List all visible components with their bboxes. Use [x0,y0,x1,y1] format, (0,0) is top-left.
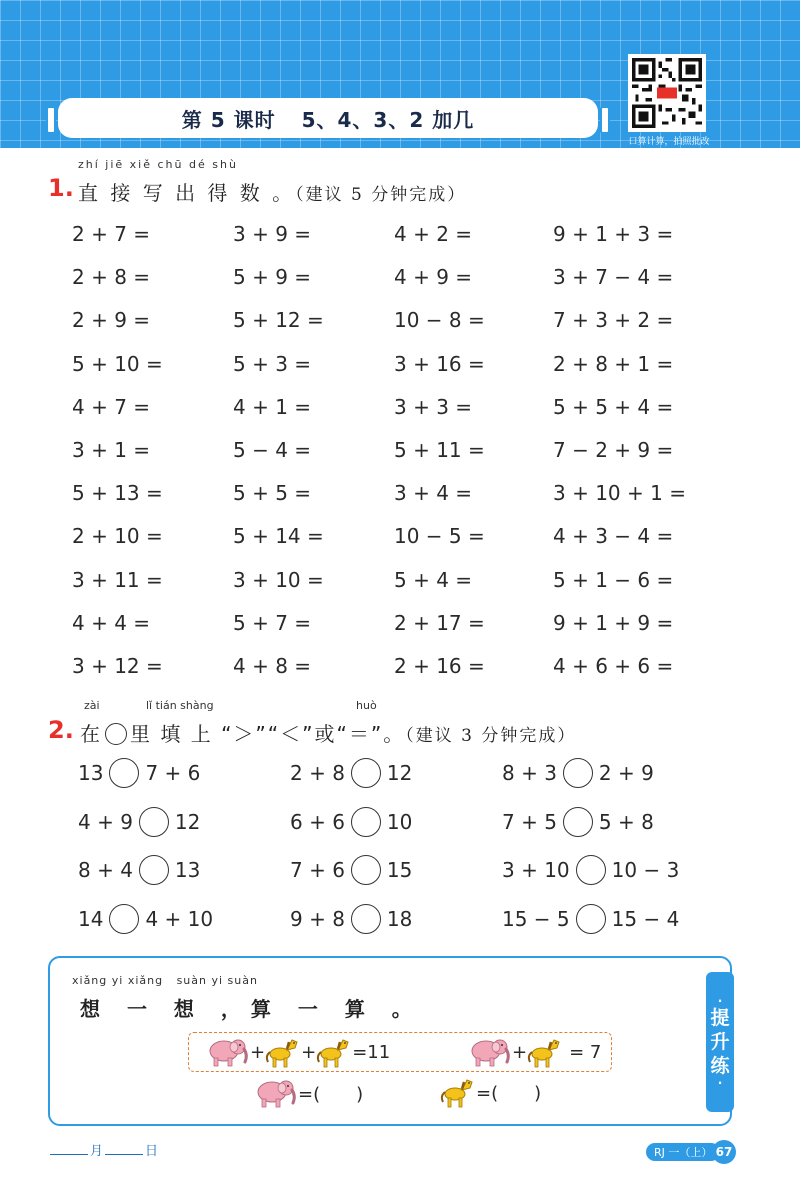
arithmetic-item: 2 + 16 = [394,654,485,678]
horse-answer-blank[interactable]: =( ) [476,1083,542,1104]
arithmetic-item: 5 + 9 = [233,265,312,290]
side-tab-tisheng: · 提 升 练 · [706,972,734,1112]
comparison-item [290,758,412,788]
comparison-left: 2 + 8 [290,761,345,785]
elephant-answer [252,1076,363,1110]
comparison-right: 15 − 4 [611,907,680,932]
answer-circle[interactable] [563,807,593,837]
horse-icon [527,1034,563,1070]
arithmetic-item: 4 + 4 = [72,610,151,635]
arithmetic-item: 2 + 17 = [394,610,485,635]
comparison-item [290,855,412,885]
arithmetic-item: 3 + 4 = [394,481,473,506]
arithmetic-item: 3 + 9 = [233,222,312,246]
comparison-right: 7 + 6 [145,761,201,785]
day-label: 日 [145,1144,159,1159]
answer-circle[interactable] [351,904,381,934]
elephant-icon [466,1035,512,1069]
date-field [48,1140,158,1159]
lesson-title [58,98,598,138]
arithmetic-item: 7 − 2 + 9 = [553,438,674,462]
comparison-right: 12 [386,761,413,785]
qr-code-icon[interactable] [628,54,706,132]
section1-pinyin: zhí jiē xiě chū dé shù [78,158,238,171]
arithmetic-item: 3 + 16 = [394,351,485,376]
arithmetic-item: 3 + 10 = [233,567,324,592]
comparison-left: 7 + 5 [502,809,557,834]
arithmetic-item: 5 + 11 = [394,438,485,462]
comparison-left: 13 [78,761,104,785]
arithmetic-item: 4 + 3 − 4 = [553,524,674,549]
comparison-left: 7 + 6 [290,858,345,883]
answer-circle[interactable] [109,904,139,934]
elephant-icon [252,1076,298,1110]
side-tab-char: 提 [710,1007,730,1029]
arithmetic-item: 3 + 11 = [72,567,163,592]
arithmetic-item: 9 + 1 + 9 = [553,610,674,635]
elephant-answer-blank[interactable]: =( ) [298,1084,364,1105]
comparison-item [502,855,679,885]
arithmetic-item: 3 + 1 = [72,438,151,462]
arithmetic-item: 4 + 2 = [394,222,473,246]
lesson-label: 第 5 课时 [181,107,276,132]
comparison-left: 4 + 9 [78,809,133,834]
arithmetic-item: 4 + 8 = [233,654,312,678]
arithmetic-item: 7 + 3 + 2 = [553,308,674,333]
arithmetic-item: 5 + 13 = [72,481,163,506]
answer-circle[interactable] [563,758,593,788]
comparison-right: 2 + 9 [598,761,654,785]
answer-circle[interactable] [351,807,381,837]
comparison-left: 14 [78,907,104,932]
month-blank[interactable] [50,1154,88,1155]
arithmetic-item: 3 + 10 + 1 = [553,481,686,506]
arithmetic-item: 3 + 12 = [72,654,163,678]
equation-1-result: =11 [352,1041,391,1063]
section2-pinyin-huo: huò [356,699,377,712]
horse-answer [440,1074,541,1110]
comparison-right: 10 [386,809,413,834]
arithmetic-item: 2 + 8 + 1 = [553,351,674,376]
comparison-right: 13 [174,858,201,883]
equation-2-result: = 7 [569,1041,602,1063]
section2-instr-rest: 里 填 上 “＞”“＜”或“＝”。 [130,722,406,746]
section2-pinyin-li-tian-shang: lǐ tián shàng [146,699,214,712]
comparison-right: 12 [174,809,201,834]
arithmetic-item: 3 + 3 = [394,394,473,419]
month-label: 月 [90,1144,104,1159]
side-tab-char: 升 [710,1031,730,1053]
plus-sign: + [250,1041,266,1063]
comparison-right: 10 − 3 [611,858,680,883]
think-title: 想 一 想 ，算 一 算 。 [80,997,422,1021]
arithmetic-item: 9 + 1 + 3 = [553,222,674,246]
section2-instr-zai: 在 [80,722,102,746]
comparison-item [78,758,200,788]
section2-instruction [80,718,576,747]
answer-circle[interactable] [576,904,606,934]
elephant-icon [204,1035,250,1069]
animal-equation-2 [466,1034,601,1070]
animal-equation-1 [204,1034,390,1070]
comparison-right: 18 [386,907,413,932]
section1-instruction [78,177,466,206]
comparison-left: 3 + 10 [502,858,570,883]
comparison-item [290,904,412,934]
arithmetic-item: 3 + 7 − 4 = [553,265,674,290]
section2-suggestion: （建议 3 分钟完成） [405,726,577,746]
comparison-right: 5 + 8 [598,809,654,834]
comparison-left: 9 + 8 [290,907,345,932]
day-blank[interactable] [105,1154,143,1155]
arithmetic-item: 5 + 3 = [233,351,312,376]
horse-icon [440,1074,476,1110]
comparison-item [502,758,654,788]
arithmetic-item: 5 + 1 − 6 = [553,567,674,592]
comparison-item [78,855,200,885]
arithmetic-item: 2 + 9 = [72,308,151,333]
arithmetic-item: 5 + 14 = [233,524,324,549]
comparison-left: 8 + 3 [502,761,557,785]
grade-tag: RJ 一（上） [646,1143,720,1161]
arithmetic-item: 4 + 7 = [72,394,151,419]
comparison-left: 8 + 4 [78,858,133,883]
plus-sign: + [512,1041,528,1063]
plus-sign: + [301,1041,317,1063]
blank-circle-icon [105,723,127,745]
section2-number: 2. [48,716,74,744]
arithmetic-item: 5 + 4 = [394,567,473,592]
horse-icon [265,1034,301,1070]
answer-circle[interactable] [139,855,169,885]
answer-circle[interactable] [109,758,139,788]
arithmetic-item: 5 + 12 = [233,308,324,333]
think-pinyin: xiǎng yi xiǎng suàn yi suàn [72,974,258,987]
arithmetic-item: 2 + 7 = [72,222,151,246]
arithmetic-item: 2 + 8 = [72,265,151,290]
section2-pinyin-zai: zài [84,699,100,712]
comparison-item [78,904,213,934]
section1-instruction-text: 直 接 写 出 得 数 。 [78,181,296,205]
comparison-left: 15 − 5 [502,907,570,932]
comparison-item [290,807,412,837]
side-tab-char: 练 [710,1055,730,1077]
arithmetic-item: 10 − 5 = [394,524,485,549]
answer-circle[interactable] [139,807,169,837]
arithmetic-item: 10 − 8 = [394,308,485,333]
arithmetic-item: 5 − 4 = [233,438,312,462]
answer-circle[interactable] [351,855,381,885]
arithmetic-item: 4 + 1 = [233,394,312,419]
comparison-item [78,807,200,837]
lesson-topic: 5、4、3、2 加几 [301,107,475,132]
arithmetic-item: 5 + 5 + 4 = [553,394,674,419]
arithmetic-item: 4 + 6 + 6 = [553,654,674,678]
comparison-item [502,904,679,934]
section1-suggestion: （建议 5 分钟完成） [295,185,467,205]
arithmetic-item: 2 + 10 = [72,524,163,549]
qr-caption: 口算计算，拍照批改 [628,137,710,147]
section1-number: 1. [48,174,74,202]
answer-circle[interactable] [351,758,381,788]
comparison-left: 6 + 6 [290,809,345,834]
answer-circle[interactable] [576,855,606,885]
horse-icon [316,1034,352,1070]
comparison-right: 4 + 10 [145,907,214,932]
arithmetic-item: 5 + 10 = [72,351,163,376]
comparison-right: 15 [386,858,413,883]
comparison-item [502,807,654,837]
arithmetic-item: 5 + 5 = [233,481,312,506]
arithmetic-item: 4 + 9 = [394,265,473,290]
page-number: 67 [712,1140,736,1164]
arithmetic-item: 5 + 7 = [233,610,312,635]
